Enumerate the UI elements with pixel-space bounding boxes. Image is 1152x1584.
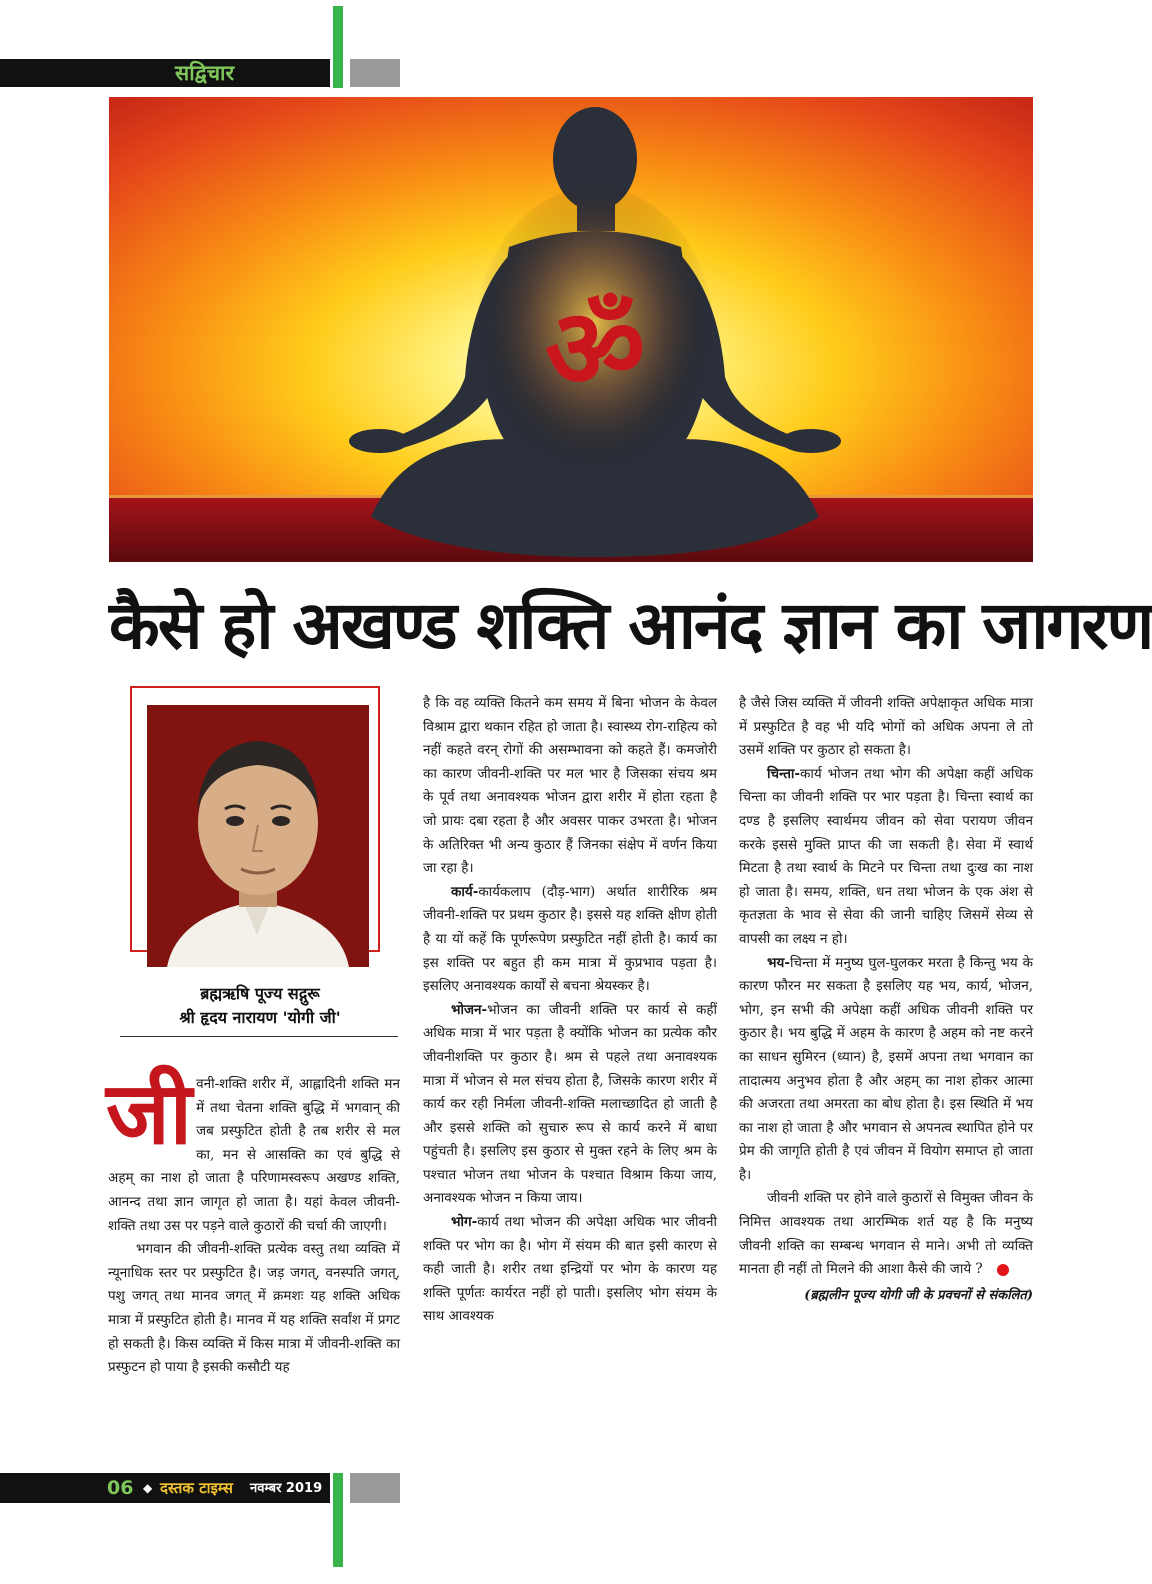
subhead-chinta: चिन्ता- xyxy=(767,765,801,782)
page-number: 06 xyxy=(107,1477,134,1499)
author-name: श्री हृदय नारायण 'योगी जी' xyxy=(179,1008,341,1027)
paragraph-bhojan: भोजन-भोजन का जीवनी शक्ति पर कार्य से कहीं अधिक मात्रा में भार पड़ता है क्योंकि भोजन का प्रत्येक कौर जीवनीशक्ति पर कुठार है। श्रम से पहले तथा अनावश्यक मात्रा में भोजन से मल संचय होता है, जिसके कारण शरीर में कार्य कर रही निर्मला जीवनी-शक्ति मलाच्छादित हो जाती है और इससे शक्ति को सुचारु रूप से कार्य करने में बाधा पहुंचती है। इसलिए इस कुठार से मुक्त रहने के लिए श्रम के पश्चात भोजन तथा भोजन के पश्चात विश्राम किया जाय, अनावश्यक भोजन न किया जाय। xyxy=(423,1001,717,1207)
paragraph: भगवान की जीवनी-शक्ति प्रत्येक वस्तु तथा व्यक्ति में न्यूनाधिक स्तर पर प्रस्फुटित है। जड़ जगत्, वनस्पति जगत्, पशु जगत् तथा मानव जगत् में क्रमशः यह शक्ति अधिक मात्रा में प्रस्फुटित होती है। मानव में यह शक्ति सर्वांश में प्रगट हो सकती है। किस व्यक्ति में किस मात्रा में जीवनी-शक्ति का प्रस्फुटन हो पाया है इसकी कसौटी यह xyxy=(108,1241,400,1376)
portrait-illustration xyxy=(147,705,369,967)
author-caption xyxy=(110,982,410,1030)
header-green-accent xyxy=(333,6,343,88)
paragraph: है कि वह व्यक्ति कितने कम समय में बिना भोजन के केवल विश्राम द्वारा थकान रहित हो जाता है। स्वास्थ्य रोग-राहित्य को नहीं कहते वरन् रोगों की असम्भावना को कहते हैं। कमजोरी का कारण जीवनी-शक्ति पर मल भार है जिसका संचय श्रम के पूर्व तथा अनावश्यक भोजन द्वारा शरीर में होता रहता है जो प्रायः दबा रहता है और अवसर पाकर उभरता है। भोजन के अतिरिक्त भी अन्य कुठार हैं जिनका संक्षेप में वर्णन किया जा रहा है। xyxy=(423,695,717,877)
paragraph-karya: कार्य-कार्यकलाप (दौड़-भाग) अर्थात शारीरिक श्रम जीवनी-शक्ति पर प्रथम कुठार है। इससे यह शक्ति क्षीण होती है या यों कहें कि पूर्णरूपेण प्रस्फुटित नहीं होती है। कार्य का इस शक्ति पर बहुत ही कम मात्रा में कुप्रभाव पड़ता है। इसलिए अनावश्यक कार्यों से बचना श्रेयस्कर है। xyxy=(423,883,717,995)
article-column-1 xyxy=(106,1064,400,1380)
subhead-bhay: भय- xyxy=(767,954,790,971)
paragraph-conclusion: जीवनी शक्ति पर होने वाले कुठारों से विमुक्त जीवन के निमित्त आवश्यक तथा आरम्भिक शर्त यह है कि मनुष्य जीवनी शक्ति का सम्बन्ध भगवान से माने। अभी तो व्यक्ति मानता ही नहीं तो मिलने की आशा कैसे की जाये ? xyxy=(739,1190,1033,1278)
drop-cap: जी xyxy=(106,1064,189,1164)
om-symbol: ॐ xyxy=(544,285,646,413)
meditation-illustration xyxy=(109,97,1033,562)
magazine-name: दस्तक टाइम्स xyxy=(160,1479,233,1497)
subhead-bhojan: भोजन- xyxy=(451,1001,488,1018)
paragraph: है जैसे जिस व्यक्ति में जीवनी शक्ति अपेक्षाकृत अधिक मात्रा में प्रस्फुटित है वह भी यदि भोगों को अधिक अपना ले तो उसमें शक्ति पर कुठार हो सकता है। xyxy=(739,695,1033,759)
diamond-separator-icon: ◆ xyxy=(143,1481,153,1495)
header-gray-block xyxy=(350,59,400,87)
article-column-2 xyxy=(423,692,717,1329)
caption-divider xyxy=(120,1036,398,1037)
end-mark-icon xyxy=(997,1264,1009,1276)
paragraph: वनी-शक्ति शरीर में, आह्लादिनी शक्ति मन में तथा चेतना शक्ति बुद्धि में भगवान् की जब प्रस्फुटित होती है तब शरीर से मल का, मन से आसक्ति का एवं बुद्धि से अहम् का नाश हो जाता है परिणामस्वरूप अखण्ड शक्ति, आनन्द तथा ज्ञान जागृत हो जाता है। यहां केवल जीवनी-शक्ति तथा उस पर पड़ने वाले कुठारों की चर्चा की जाएगी। xyxy=(108,1076,400,1234)
paragraph-chinta: चिन्ता-कार्य भोजन तथा भोग की अपेक्षा कहीं अधिक चिन्ता का जीवनी शक्ति पर भार पड़ता है। चिन्ता स्वार्थ का दण्ड है इसलिए स्वार्थमय जीवन को सेवा परायण जीवन करके इससे मुक्ति प्राप्त की जा सकती है। सेवा में स्वार्थ मिटता है तथा स्वार्थ के मिटने पर चिन्ता तथा दुःख का नाश हो जाता है। समय, शक्ति, धन तथा भोजन के एक अंश से कृतज्ञता के भाव से सेवा की जानी चाहिए जिसमें सेव्य से वापसी का लक्ष्य न हो। xyxy=(739,765,1033,947)
hero-image xyxy=(109,97,1033,562)
author-portrait xyxy=(147,705,369,967)
issue-date: नवम्बर 2019 xyxy=(250,1481,323,1496)
footer-gray-block xyxy=(350,1473,400,1503)
section-label: सद्विचार xyxy=(175,61,235,85)
author-title: ब्रह्मऋषि पूज्य सद्गुरू xyxy=(200,984,320,1003)
paragraph-bhog: भोग-कार्य तथा भोजन की अपेक्षा अधिक भार जीवनी शक्ति पर भोग का है। भोग में संयम की बात इसी कारण से कही जाती है। शरीर तथा इन्द्रियों पर भोग के कारण यह शक्ति पूर्णतः कार्यरत नहीं हो पाती। इसलिए भोग संयम के साथ आवश्यक xyxy=(423,1214,717,1325)
footer-green-accent xyxy=(333,1473,343,1567)
headline: कैसे हो अखण्ड शक्ति आनंद ज्ञान का जागरण xyxy=(109,587,1152,664)
subhead-karya: कार्य- xyxy=(451,883,479,900)
paragraph-bhay: भय-चिन्ता में मनुष्य घुल-घुलकर मरता है किन्तु भय के कारण फौरन मर सकता है इसलिए यह भय, कार्य, भोजन, भोग, इन सभी की अपेक्षा कहीं अधिक जीवनी शक्ति पर कुठार है। भय बुद्धि में अहम के कारण है अहम को नष्ट करने का साधन सुमिरन (ध्यान) है, इसमें अपना तथा भगवान का तादात्मय अनुभव होता है और अहम् का नाश होकर आत्मा की अजरता तथा अमरता का बोध होता है। इस स्थिति में भय का नाश हो जाता है और भगवान से अपनत्व स्थापित होने पर प्रेम की जागृति होती है एवं जीवन में वियोग समाप्त हो जाता है। xyxy=(739,954,1033,1183)
article-credit: (ब्रह्मलीन पूज्य योगी जी के प्रवचनों से संकलित) xyxy=(804,1287,1033,1303)
subhead-bhog: भोग- xyxy=(451,1214,478,1231)
article-column-3 xyxy=(739,692,1033,1307)
header-bar xyxy=(0,59,330,87)
